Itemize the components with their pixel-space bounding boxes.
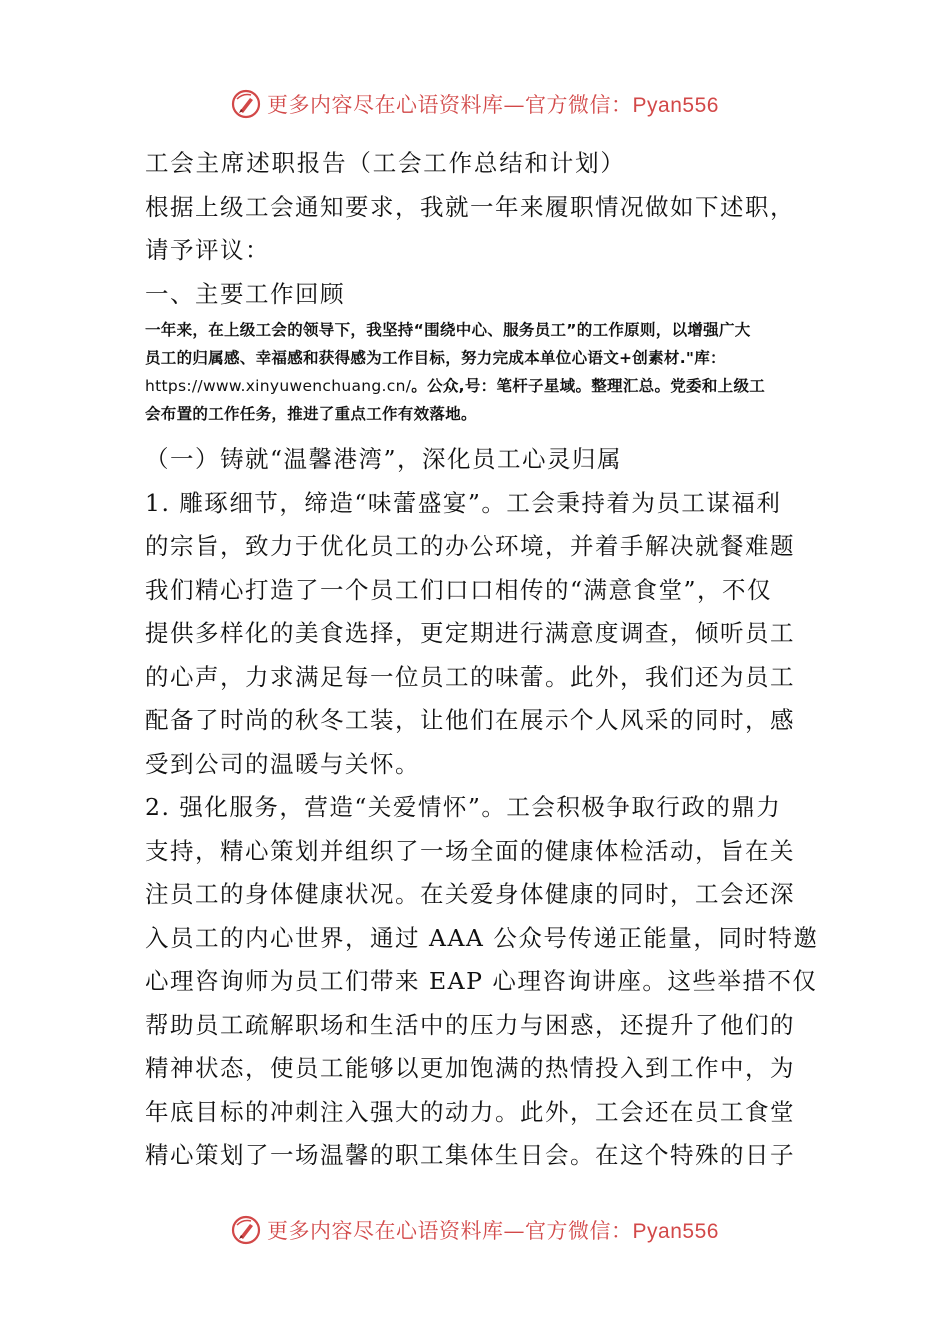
paragraph-line: 配备了时尚的秋冬工装，让他们在展示个人风采的同时，感	[145, 706, 795, 734]
paragraph-line: 1. 雕琢细节，缔造“味蕾盛宴”。工会秉持着为员工谋福利	[145, 488, 782, 517]
banner-main-text: 更多内容尽在心语资料库	[267, 1219, 504, 1243]
paragraph-line: 我们精心打造了一个员工们口口相传的“满意食堂”，不仅	[145, 575, 773, 604]
summary-line: 一年来，在上级工会的领导下，我坚持“围绕中心、服务员工”的工作原则，以增强广大	[145, 321, 751, 339]
subsection-heading: （一）铸就“温馨港湾”，深化员工心灵归属	[145, 445, 623, 473]
banner-wechat-id: Pyan556	[632, 1220, 719, 1243]
document-title: 工会主席述职报告（工会工作总结和计划）	[145, 149, 626, 177]
paragraph-line: 支持，精心策划并组织了一场全面的健康体检活动，旨在关	[145, 836, 795, 865]
banner-main-text: 更多内容尽在心语资料库	[267, 93, 504, 117]
banner-dash: —	[503, 1219, 526, 1243]
paragraph-line: 帮助员工疏解职场和生活中的压力与困惑，还提升了他们的	[145, 1010, 795, 1039]
intro-line: 根据上级工会通知要求，我就一年来履职情况做如下述职，	[145, 192, 795, 221]
banner-text	[267, 89, 719, 119]
banner-dash: —	[503, 93, 526, 117]
summary-line-tail: 。公众,号：笔杆子星域。整理汇总。党委和上级工	[411, 377, 766, 395]
paragraph-line: 年底目标的冲刺注入强大的动力。此外，工会还在员工食堂	[145, 1097, 795, 1126]
summary-line: 会布置的工作任务，推进了重点工作有效落地。	[145, 405, 477, 423]
banner-official-label: 官方微信：	[525, 93, 633, 117]
document-body	[145, 142, 819, 1178]
paragraph-line: 入员工的内心世界，通过 AAA 公众号传递正能量，同时特邀	[145, 923, 819, 952]
summary-line	[145, 372, 810, 400]
source-url: https://www.xinyuwenchuang.cn/	[145, 377, 412, 395]
paragraph-line: 注员工的身体健康状况。在关爱身体健康的同时，工会还深	[145, 880, 795, 908]
banner-official-label: 官方微信：	[525, 1219, 633, 1243]
intro-line: 请予评议：	[145, 236, 270, 264]
paragraph-line: 心理咨询师为员工们带来 EAP 心理咨询讲座。这些举措不仅	[145, 967, 818, 995]
pen-logo-icon	[231, 1215, 261, 1245]
pen-logo-icon	[231, 89, 261, 119]
paragraph-line: 精心策划了一场温馨的职工集体生日会。在这个特殊的日子	[145, 1141, 795, 1169]
section-heading: 一、主要工作回顾	[145, 279, 345, 308]
paragraph-line: 2. 强化服务，营造“关爱情怀”。工会积极争取行政的鼎力	[145, 793, 782, 821]
header-banner	[0, 84, 950, 124]
paragraph-line: 提供多样化的美食选择，更定期进行满意度调查，倾听员工	[145, 619, 795, 647]
footer-banner	[0, 1210, 950, 1250]
paragraph-line: 的宗旨，致力于优化员工的办公环境，并着手解决就餐难题	[145, 532, 795, 560]
paragraph-line: 的心声，力求满足每一位员工的味蕾。此外，我们还为员工	[145, 662, 795, 691]
paragraph-line: 精神状态，使员工能够以更加饱满的热情投入到工作中，为	[145, 1054, 795, 1082]
banner-text	[267, 1215, 719, 1245]
summary-line: 员工的归属感、幸福感和获得感为工作目标，努力完成本单位心语文+创素材."库：	[145, 349, 726, 367]
banner-wechat-id: Pyan556	[632, 94, 719, 117]
paragraph-line: 受到公司的温暖与关怀。	[145, 749, 420, 778]
